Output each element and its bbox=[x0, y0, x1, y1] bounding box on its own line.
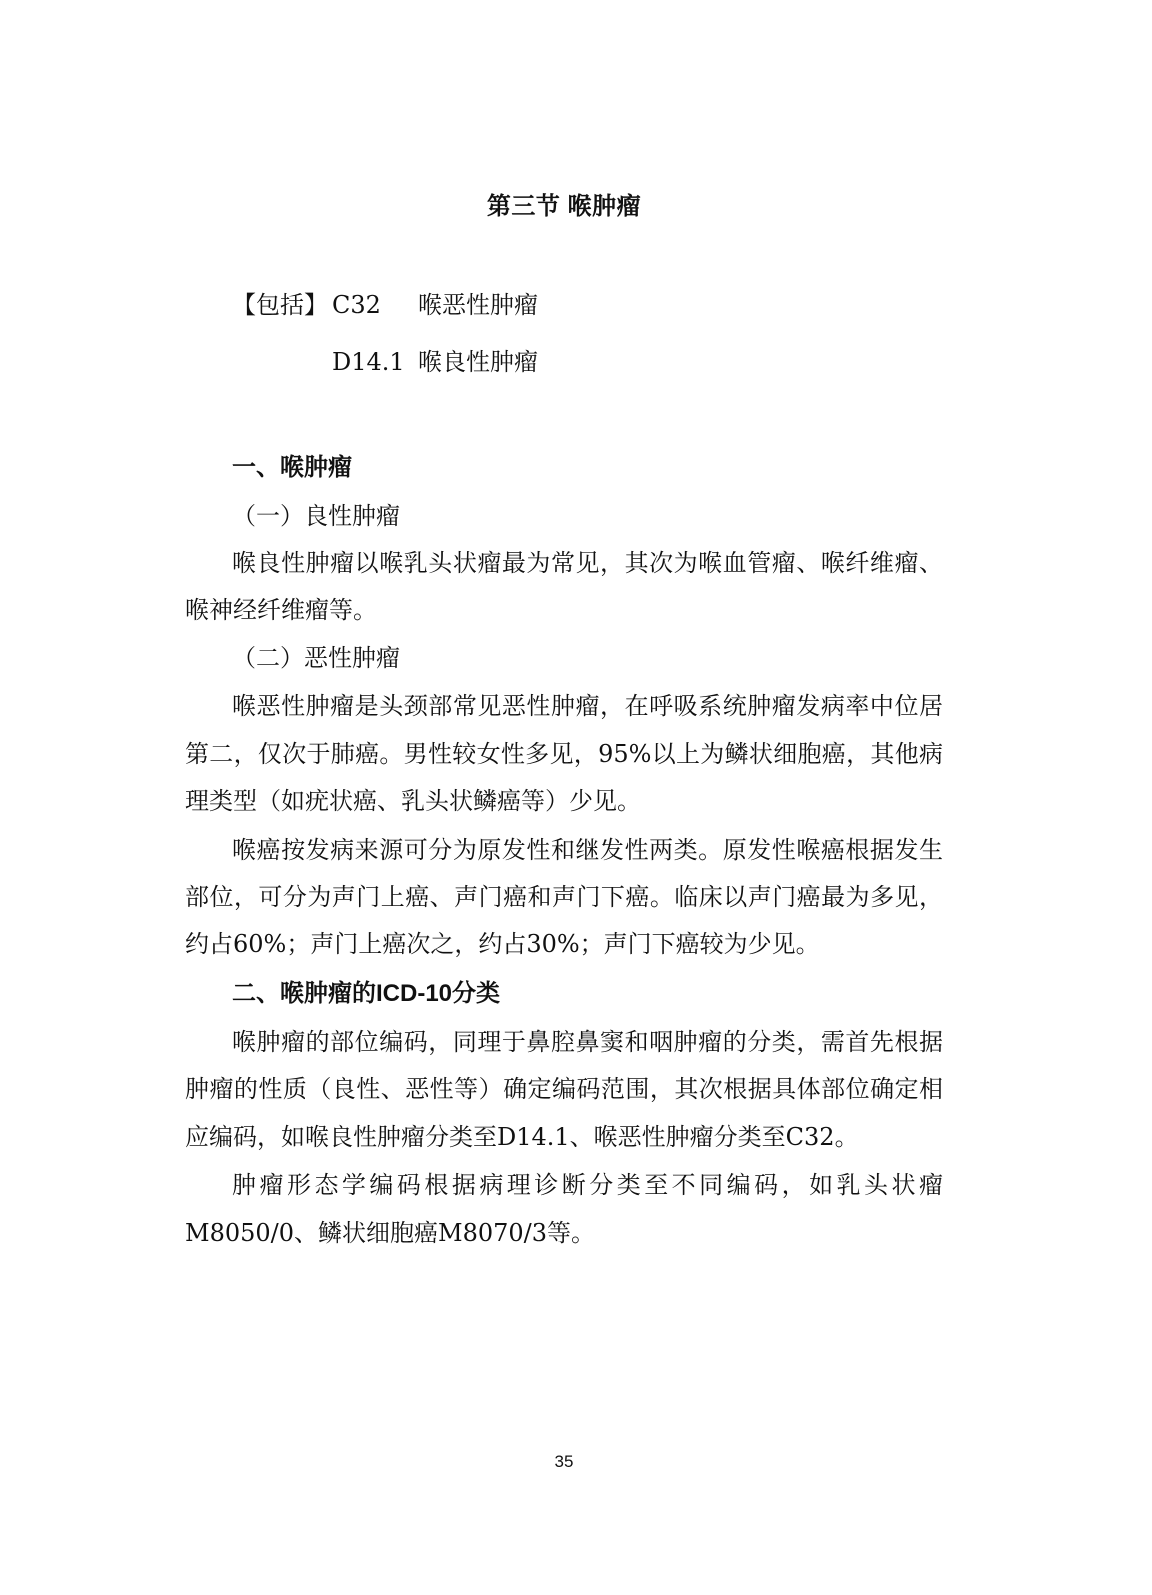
include-label: 【包括】 bbox=[232, 291, 328, 319]
paragraph-line: 应编码，如喉良性肿瘤分类至D14.1、喉恶性肿瘤分类至C32。 bbox=[185, 1123, 859, 1151]
paragraph-line: 部位，可分为声门上癌、声门癌和声门下癌。临床以声门癌最为多见， bbox=[185, 883, 943, 911]
section-heading: 二、喉肿瘤的ICD-10分类 bbox=[232, 980, 501, 1007]
include-name: 喉良性肿瘤 bbox=[418, 348, 538, 376]
paragraph-line: 喉癌按发病来源可分为原发性和继发性两类。原发性喉癌根据发生 bbox=[232, 836, 943, 864]
page-number: 35 bbox=[554, 1452, 574, 1471]
paragraph-line: M8050/0、鳞状细胞癌M8070/3等。 bbox=[185, 1219, 596, 1247]
paragraph-line: 理类型（如疣状癌、乳头状鳞癌等）少见。 bbox=[185, 787, 641, 815]
paragraph-line: 喉恶性肿瘤是头颈部常见恶性肿瘤，在呼吸系统肿瘤发病率中位居 bbox=[232, 692, 943, 720]
paragraph-line: 喉良性肿瘤以喉乳头状瘤最为常见，其次为喉血管瘤、喉纤维瘤、 bbox=[232, 549, 943, 577]
paragraph-line: 喉神经纤维瘤等。 bbox=[185, 596, 377, 624]
paragraph-line: 肿瘤的性质（良性、恶性等）确定编码范围，其次根据具体部位确定相 bbox=[185, 1075, 943, 1103]
paragraph-line: 约占60%；声门上癌次之，约占30%；声门下癌较为少见。 bbox=[185, 930, 820, 958]
include-name: 喉恶性肿瘤 bbox=[418, 291, 538, 319]
section-heading: 一、喉肿瘤 bbox=[232, 454, 352, 481]
section-title: 第三节 喉肿瘤 bbox=[486, 193, 642, 220]
subsection-heading: （二）恶性肿瘤 bbox=[232, 644, 400, 672]
include-code: C32 bbox=[332, 291, 381, 319]
subsection-heading: （一）良性肿瘤 bbox=[232, 502, 400, 530]
include-code: D14.1 bbox=[332, 348, 405, 376]
paragraph-line: 喉肿瘤的部位编码，同理于鼻腔鼻窦和咽肿瘤的分类，需首先根据 bbox=[232, 1028, 943, 1056]
paragraph-line: 肿瘤形态学编码根据病理诊断分类至不同编码，如乳头状瘤 bbox=[232, 1171, 943, 1199]
paragraph-line: 第二，仅次于肺癌。男性较女性多见，95%以上为鳞状细胞癌，其他病 bbox=[185, 740, 943, 768]
